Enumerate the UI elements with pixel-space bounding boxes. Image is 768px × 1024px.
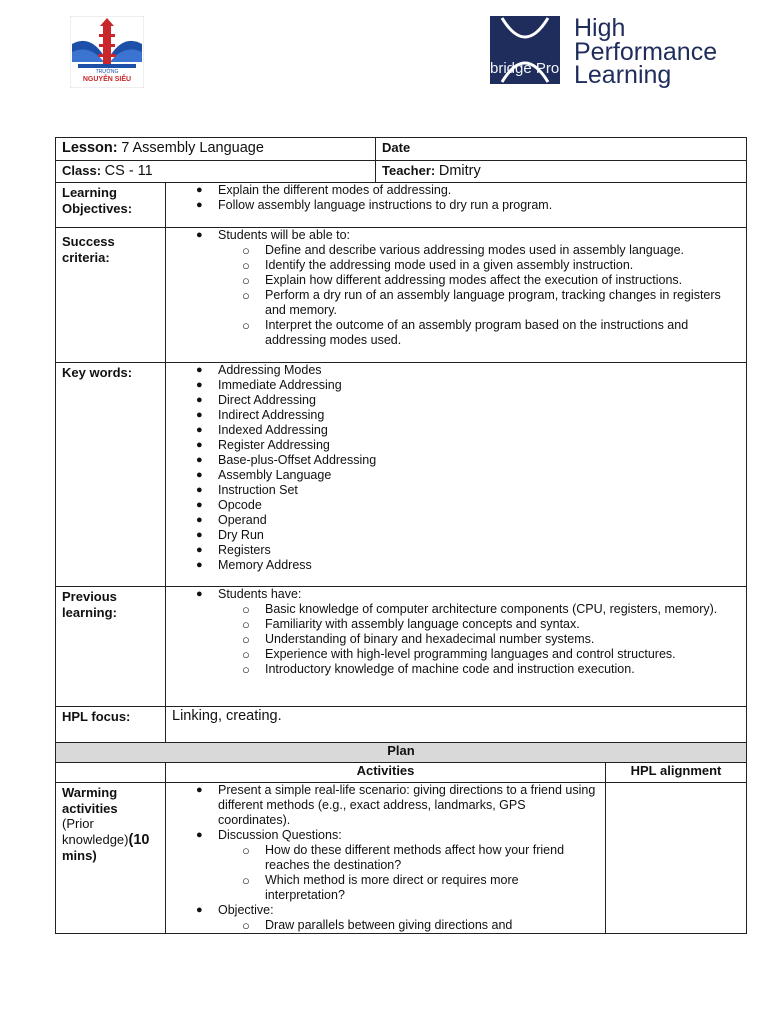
list-item: ● Discussion Questions: — [172, 828, 599, 843]
teacher-cell: Teacher: Dmitry — [376, 161, 747, 183]
keywords-label: Key words: — [56, 363, 166, 587]
list-item: ○ Interpret the outcome of an assembly program based on the instructions and addressing modes used. — [172, 318, 740, 348]
list-item: ● Instruction Set — [172, 483, 740, 498]
logo-school-name: NGUYỄN SIÊU — [82, 76, 132, 83]
date-cell: Date — [376, 138, 747, 161]
list-item: ● Memory Address — [172, 558, 740, 573]
list-item: ○ Draw parallels between giving directions and — [172, 918, 599, 933]
list-item: ● Dry Run — [172, 528, 740, 543]
list-item: ○ Understanding of binary and hexadecimal number systems. — [172, 632, 740, 647]
list-item: ● Indirect Addressing — [172, 408, 740, 423]
objectives-list — [166, 183, 747, 228]
plan-header: Plan — [56, 743, 747, 763]
activities-header: Activities — [166, 763, 606, 783]
list-item: ○ Basic knowledge of computer architecture components (CPU, registers, memory). — [172, 602, 740, 617]
list-item: ○ Familiarity with assembly language concepts and syntax. — [172, 617, 740, 632]
school-logo — [70, 16, 144, 88]
list-item: ● Registers — [172, 543, 740, 558]
list-item: ● Register Addressing — [172, 438, 740, 453]
list-item: ○ How do these different methods affect how your friend reaches the destination? — [172, 843, 599, 873]
lesson-title: 7 Assembly Language — [121, 140, 264, 156]
list-item: ● Students will be able to: — [172, 228, 740, 243]
hpl-alignment-header: HPL alignment — [606, 763, 747, 783]
list-item: ● Present a simple real-life scenario: giving directions to a friend using different methods (e.g., exact address, landmarks, GPS coordinates). — [172, 783, 599, 828]
warming-label: Warming activities (Prior knowledge)(10 mins) — [56, 783, 166, 934]
list-item: ● Follow assembly language instructions to dry run a program. — [172, 198, 740, 213]
list-item: ● Indexed Addressing — [172, 423, 740, 438]
success-label: Success criteria: — [56, 228, 166, 363]
hpl-focus-label: HPL focus: — [56, 707, 166, 743]
list-item: ○ Experience with high-level programming languages and control structures. — [172, 647, 740, 662]
hpl-logo-text: High Performance Learning — [574, 14, 718, 89]
objectives-label: Learning Objectives: — [56, 183, 166, 228]
keywords-list — [166, 363, 747, 587]
list-item: ○ Explain how different addressing modes affect the execution of instructions. — [172, 273, 740, 288]
list-item: ● Base-plus-Offset Addressing — [172, 453, 740, 468]
list-item: ● Addressing Modes — [172, 363, 740, 378]
lesson-cell: Lesson: 7 Assembly Language — [56, 138, 376, 161]
list-item: ● Students have: — [172, 587, 740, 602]
list-item: ○ Identify the addressing mode used in a given assembly instruction. — [172, 258, 740, 273]
list-item: ● Immediate Addressing — [172, 378, 740, 393]
hpl-logo — [490, 16, 750, 88]
previous-list — [166, 587, 747, 707]
class-value: CS - 11 — [104, 163, 153, 179]
list-item: ○ Introductory knowledge of machine code and instruction execution. — [172, 662, 740, 677]
teacher-value: Dmitry — [438, 163, 481, 179]
hpl-focus-value: Linking, creating. — [166, 707, 747, 743]
list-item: ○ Define and describe various addressing modes used in assembly language. — [172, 243, 740, 258]
hpl-overlay-text: bridge Pro — [490, 60, 560, 77]
success-list — [166, 228, 747, 363]
lesson-plan-table — [55, 137, 747, 934]
empty-cell — [56, 763, 166, 783]
list-item: ○ Perform a dry run of an assembly language program, tracking changes in registers and memory. — [172, 288, 740, 318]
list-item: ● Explain the different modes of addressing. — [172, 183, 740, 198]
list-item: ● Assembly Language — [172, 468, 740, 483]
warming-hpl-alignment — [606, 783, 747, 934]
previous-label: Previous learning: — [56, 587, 166, 707]
list-item: ● Objective: — [172, 903, 599, 918]
list-item: ● Operand — [172, 513, 740, 528]
warming-activities — [166, 783, 606, 934]
logo-small-text: TRƯỜNG — [95, 69, 119, 75]
list-item: ○ Which method is more direct or requires more interpretation? — [172, 873, 599, 903]
class-cell: Class: CS - 11 — [56, 161, 376, 183]
list-item: ● Direct Addressing — [172, 393, 740, 408]
list-item: ● Opcode — [172, 498, 740, 513]
